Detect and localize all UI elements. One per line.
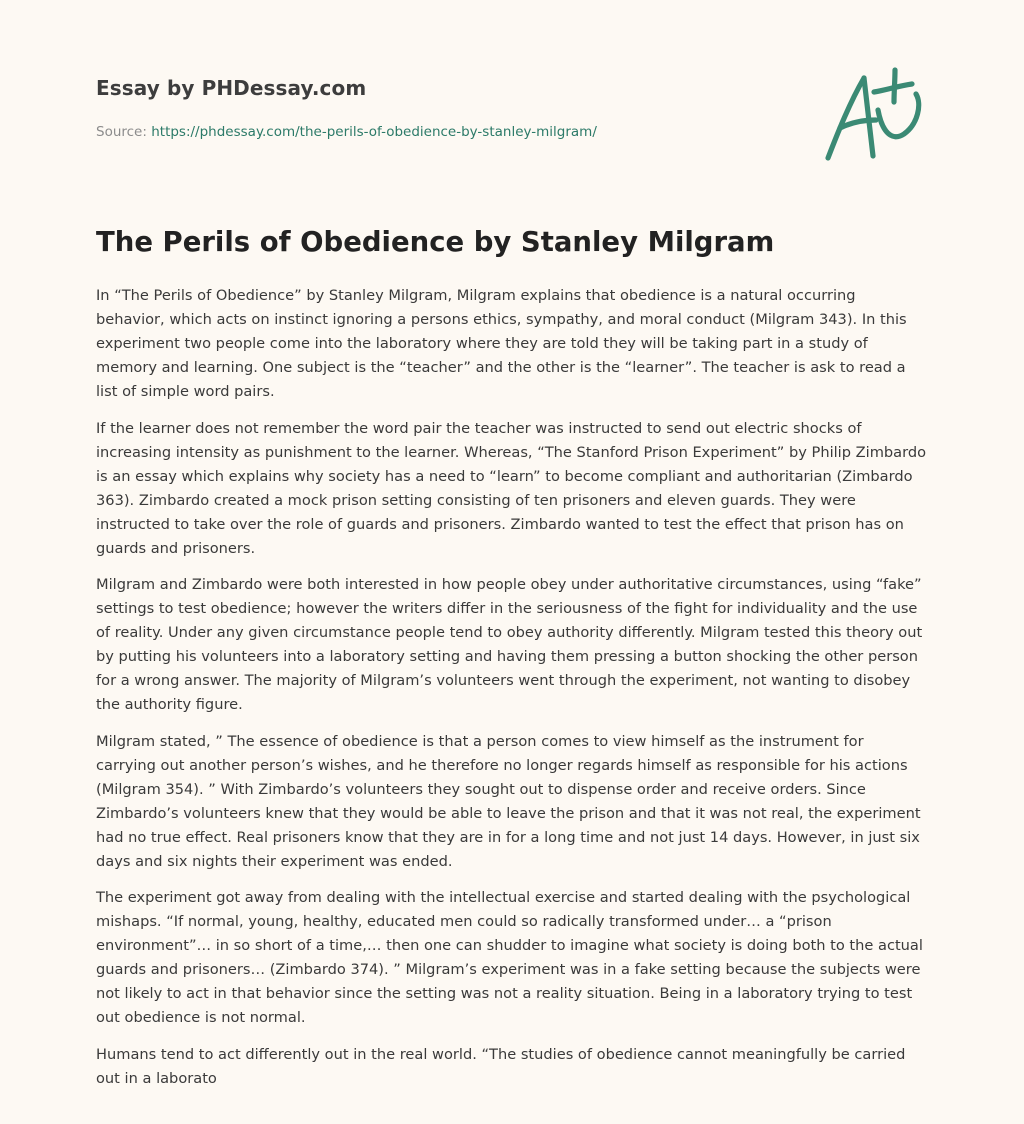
header (96, 0, 928, 200)
source-line (96, 124, 597, 140)
essay-paragraph: Milgram stated, ” The essence of obedience is that a person comes to view himself as the instrument for carrying out another person’s wishes, and he therefore no longer regards himself as responsible for his actions (Milgram 354). ” With Zimbardo’s volunteers they sought out to dispense order and receive orders. Since Zimbardo’s volunteers knew that they would be able to leave the prison and that it was not real, the experiment had no true effect. Real prisoners know that they are in for a long time and not just 14 days. However, in just six days and six nights their experiment was ended. (96, 732, 921, 870)
page (96, 0, 928, 1087)
a-plus-logo-icon (824, 66, 928, 166)
essay-paragraph: Milgram and Zimbardo were both interested in how people obey under authoritative circumstances, using “fake” settings to test obedience; however the writers differ in the seriousness of the fight for individuality and the use of reality. Under any given circumstance people tend to obey authority differently. Milgram tested this theory out by putting his volunteers into a laboratory setting and having them pressing a button shocking the other person for a wrong answer. The majority of Milgram’s volunteers went through the experiment, not wanting to disobey the authority figure. (96, 576, 923, 713)
essay-paragraph: If the learner does not remember the word pair the teacher was instructed to send out electric shocks of increasing intensity as punishment to the learner. Whereas, “The Stanford Prison Experiment” by Philip Zimbardo is an essay which explains why society has a need to “learn” to become compliant and authoritarian (Zimbardo 363). Zimbardo created a mock prison setting consisting of ten prisoners and eleven guards. They were instructed to take over the role of guards and prisoners. Zimbardo wanted to test the effect that prison has on guards and prisoners. (96, 419, 927, 557)
essay-body (96, 284, 928, 1103)
essay-title: The Perils of Obedience by Stanley Milgram (96, 226, 775, 258)
essay-paragraph: Humans tend to act differently out in the real world. “The studies of obedience cannot meaningfully be carried out in a laborato (96, 1045, 906, 1087)
essay-paragraph: In “The Perils of Obedience” by Stanley Milgram, Milgram explains that obedience is a natural occurring behavior, which acts on instinct ignoring a persons ethics, sympathy, and moral conduct (Milgram 343). In this experiment two people come into the laboratory where they are told they will be taking part in a study of memory and learning. One subject is the “teacher” and the other is the “learner”. The teacher is ask to read a list of simple word pairs. (96, 287, 907, 400)
source-link[interactable]: https://phdessay.com/the-perils-of-obedience-by-stanley-milgram/ (151, 124, 597, 140)
essay-paragraph: The experiment got away from dealing with the intellectual exercise and started dealing with the psychological mishaps. “If normal, young, healthy, educated men could so radically transformed under… a “prison environment”… in so short of a time,… then one can shudder to imagine what society is doing both to the actual guards and prisoners… (Zimbardo 374). ” Milgram’s experiment was in a fake setting because the subjects were not likely to act in that behavior since the setting was not a reality situation. Being in a laboratory trying to test out obedience is not normal. (96, 889, 923, 1026)
source-label: Source: (96, 124, 147, 140)
site-title: Essay by PHDessay.com (96, 76, 367, 100)
